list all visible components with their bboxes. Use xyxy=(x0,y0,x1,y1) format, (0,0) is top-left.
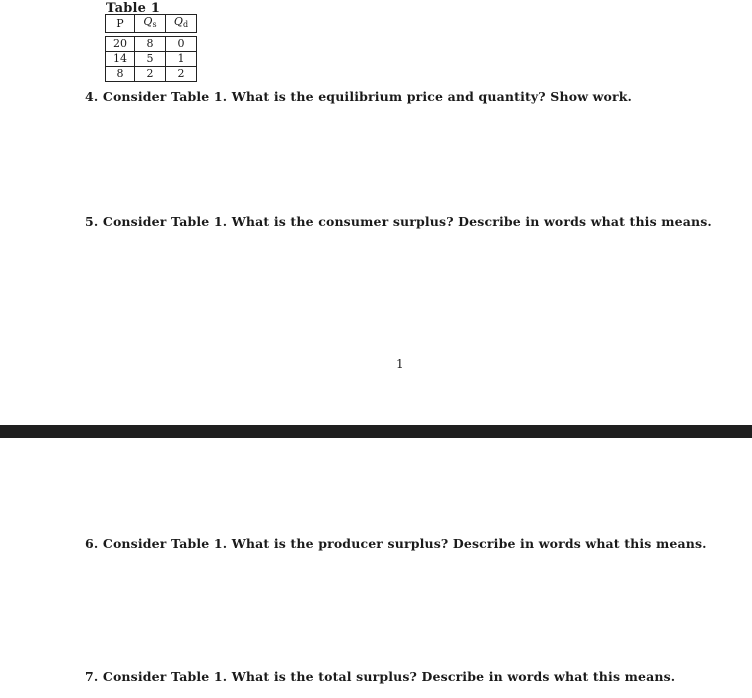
qs-symbol: Q xyxy=(143,15,153,28)
cell-qs: 8 xyxy=(135,37,166,52)
question-6: 6. Consider Table 1. What is the producer surplus? Describe in words what this means. xyxy=(85,536,707,551)
table-row xyxy=(106,67,197,82)
header-quantity-demanded xyxy=(166,15,197,33)
table-header-row xyxy=(106,15,197,33)
page-number: 1 xyxy=(396,357,404,371)
cell-qd: 2 xyxy=(166,67,197,82)
qs-subscript: s xyxy=(152,20,157,29)
cell-qd: 0 xyxy=(166,37,197,52)
cell-qd: 1 xyxy=(166,52,197,67)
cell-price: 8 xyxy=(106,67,135,82)
table-row xyxy=(106,52,197,67)
header-price: P xyxy=(106,15,135,33)
table-row xyxy=(106,37,197,52)
cell-qs: 5 xyxy=(135,52,166,67)
question-5: 5. Consider Table 1. What is the consumer surplus? Describe in words what this means. xyxy=(85,214,712,229)
cell-price: 14 xyxy=(106,52,135,67)
cell-price: 20 xyxy=(106,37,135,52)
table-caption: Table 1 xyxy=(106,1,161,16)
header-quantity-supplied xyxy=(135,15,166,33)
cell-qs: 2 xyxy=(135,67,166,82)
qd-symbol: Q xyxy=(173,15,183,28)
supply-demand-table xyxy=(105,14,197,82)
page-break-bar xyxy=(0,425,752,438)
question-4: 4. Consider Table 1. What is the equilibrium price and quantity? Show work. xyxy=(85,89,633,104)
qd-subscript: d xyxy=(182,20,189,29)
question-7: 7. Consider Table 1. What is the total surplus? Describe in words what this means. xyxy=(85,669,676,684)
